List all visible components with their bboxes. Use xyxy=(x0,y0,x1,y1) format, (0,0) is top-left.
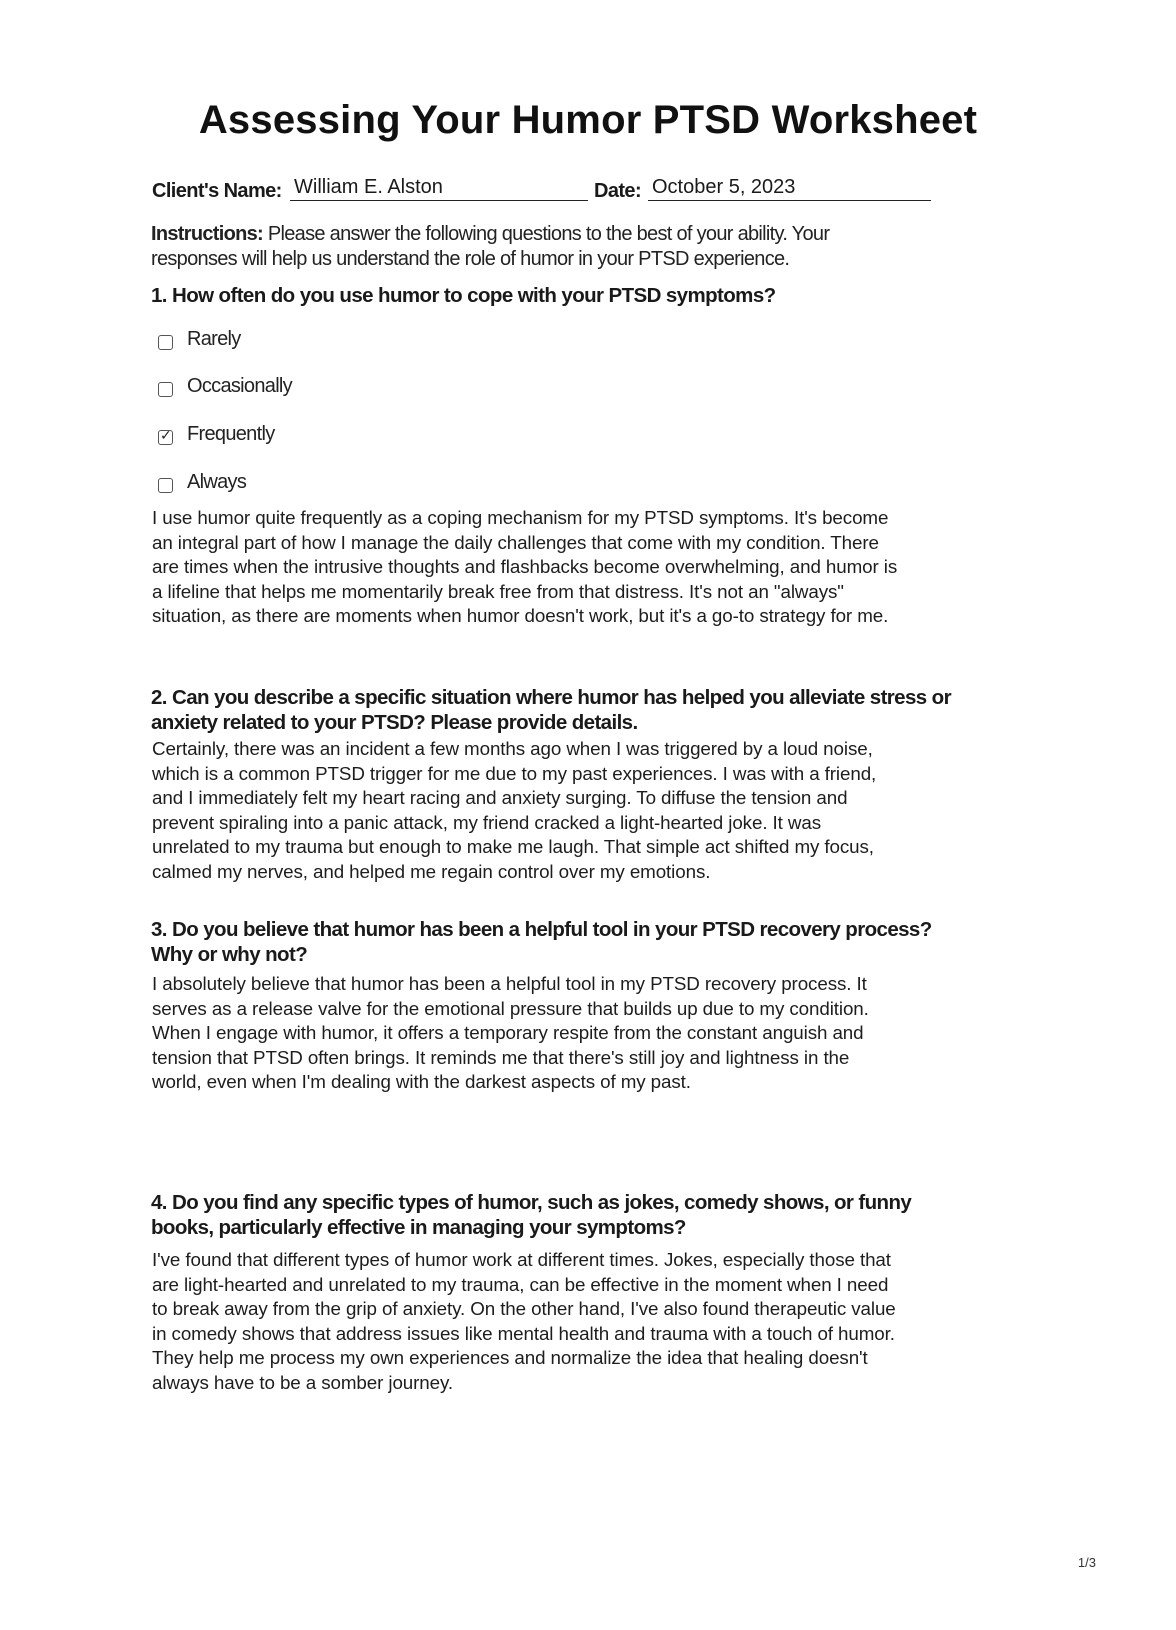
question-2-line-1: 2. Can you describe a specific situation where humor has helped you alleviate stress or xyxy=(151,686,951,709)
option-always[interactable] xyxy=(158,469,246,495)
date-label: Date: xyxy=(594,180,642,202)
answer-line: situation, as there are moments when humor doesn't work, but it's a go-to strategy for me. xyxy=(152,605,889,627)
answer-line: are times when the intrusive thoughts and flashbacks become overwhelming, and humor is xyxy=(152,556,898,578)
question-1: 1. How often do you use humor to cope with your PTSD symptoms? xyxy=(151,284,776,307)
answer-line: Certainly, there was an incident a few months ago when I was triggered by a loud noise, xyxy=(152,738,873,759)
date-field[interactable]: October 5, 2023 xyxy=(648,176,931,201)
question-4-line-1: 4. Do you find any specific types of humor, such as jokes, comedy shows, or funny xyxy=(151,1191,912,1214)
instructions xyxy=(151,222,1011,272)
option-label: Occasionally xyxy=(187,374,292,397)
answer-4[interactable] xyxy=(152,1248,896,1396)
checkbox-occasionally[interactable] xyxy=(158,382,173,397)
answer-line: a lifeline that helps me momentarily break free from that distress. It's not an "always" xyxy=(152,580,844,602)
instructions-label: Instructions: xyxy=(151,223,264,245)
instructions-line-2: responses will help us understand the role of humor in your PTSD experience. xyxy=(151,248,790,270)
option-label: Rarely xyxy=(187,327,241,350)
option-label: Always xyxy=(187,470,247,493)
question-2-line-2: anxiety related to your PTSD? Please provide details. xyxy=(151,711,638,734)
answer-line: They help me process my own experiences and normalize the idea that healing doesn't xyxy=(152,1347,868,1369)
question-3-line-1: 3. Do you believe that humor has been a helpful tool in your PTSD recovery process? xyxy=(151,918,932,941)
checkbox-always[interactable] xyxy=(158,478,173,493)
option-label: Frequently xyxy=(187,422,275,445)
answer-3[interactable] xyxy=(152,972,869,1095)
answer-line: I use humor quite frequently as a coping mechanism for my PTSD symptoms. It's become xyxy=(152,507,889,528)
page-number: 1/3 xyxy=(1077,1555,1096,1570)
answer-line: serves as a release valve for the emotional pressure that builds up due to my condition. xyxy=(152,997,869,1019)
question-3-line-2: Why or why not? xyxy=(151,943,308,966)
question-4-line-2: books, particularly effective in managing your symptoms? xyxy=(151,1216,686,1239)
answer-line: I've found that different types of humor work at different times. Jokes, especially those that xyxy=(152,1249,891,1270)
client-name-field[interactable]: William E. Alston xyxy=(290,176,588,201)
checkbox-rarely[interactable] xyxy=(158,335,173,350)
question-4 xyxy=(151,1190,911,1240)
checkbox-frequently[interactable] xyxy=(158,426,173,445)
client-name-label: Client's Name: xyxy=(152,180,282,202)
answer-line: calmed my nerves, and helped me regain control over my emotions. xyxy=(152,860,711,882)
option-occasionally[interactable] xyxy=(158,373,292,399)
question-3 xyxy=(151,917,932,967)
answer-line: always have to be a somber journey. xyxy=(152,1371,453,1393)
answer-line: When I engage with humor, it offers a temporary respite from the constant anguish and xyxy=(152,1022,864,1044)
instructions-line-1: Please answer the following questions to the best of your ability. Your xyxy=(267,223,830,245)
answer-line: in comedy shows that address issues like mental health and trauma with a touch of humor. xyxy=(152,1322,895,1344)
answer-line: which is a common PTSD trigger for me due to my past experiences. I was with a friend, xyxy=(152,762,877,784)
check-icon: ✓ xyxy=(160,426,172,443)
answer-line: prevent spiraling into a panic attack, my friend cracked a light-hearted joke. It was xyxy=(152,811,822,833)
answer-2[interactable] xyxy=(152,737,876,885)
answer-line: an integral part of how I manage the daily challenges that come with my condition. There xyxy=(152,531,879,553)
answer-line: unrelated to my trauma but enough to make me laugh. That simple act shifted my focus, xyxy=(152,836,874,858)
client-info-row xyxy=(152,176,972,206)
answer-line: to break away from the grip of anxiety. On the other hand, I've also found therapeutic value xyxy=(152,1298,896,1320)
option-rarely[interactable] xyxy=(158,326,241,352)
answer-line: world, even when I'm dealing with the darkest aspects of my past. xyxy=(152,1071,691,1093)
answer-line: I absolutely believe that humor has been a helpful tool in my PTSD recovery process. It xyxy=(152,973,867,994)
answer-1[interactable] xyxy=(152,506,897,629)
question-2 xyxy=(151,685,951,735)
option-frequently[interactable] xyxy=(158,421,275,447)
answer-line: and I immediately felt my heart racing and anxiety surging. To diffuse the tension and xyxy=(152,787,848,809)
answer-line: tension that PTSD often brings. It reminds me that there's still joy and lightness in the xyxy=(152,1046,850,1068)
page-title: Assessing Your Humor PTSD Worksheet xyxy=(198,98,978,142)
answer-line: are light-hearted and unrelated to my trauma, can be effective in the moment when I need xyxy=(152,1273,889,1295)
